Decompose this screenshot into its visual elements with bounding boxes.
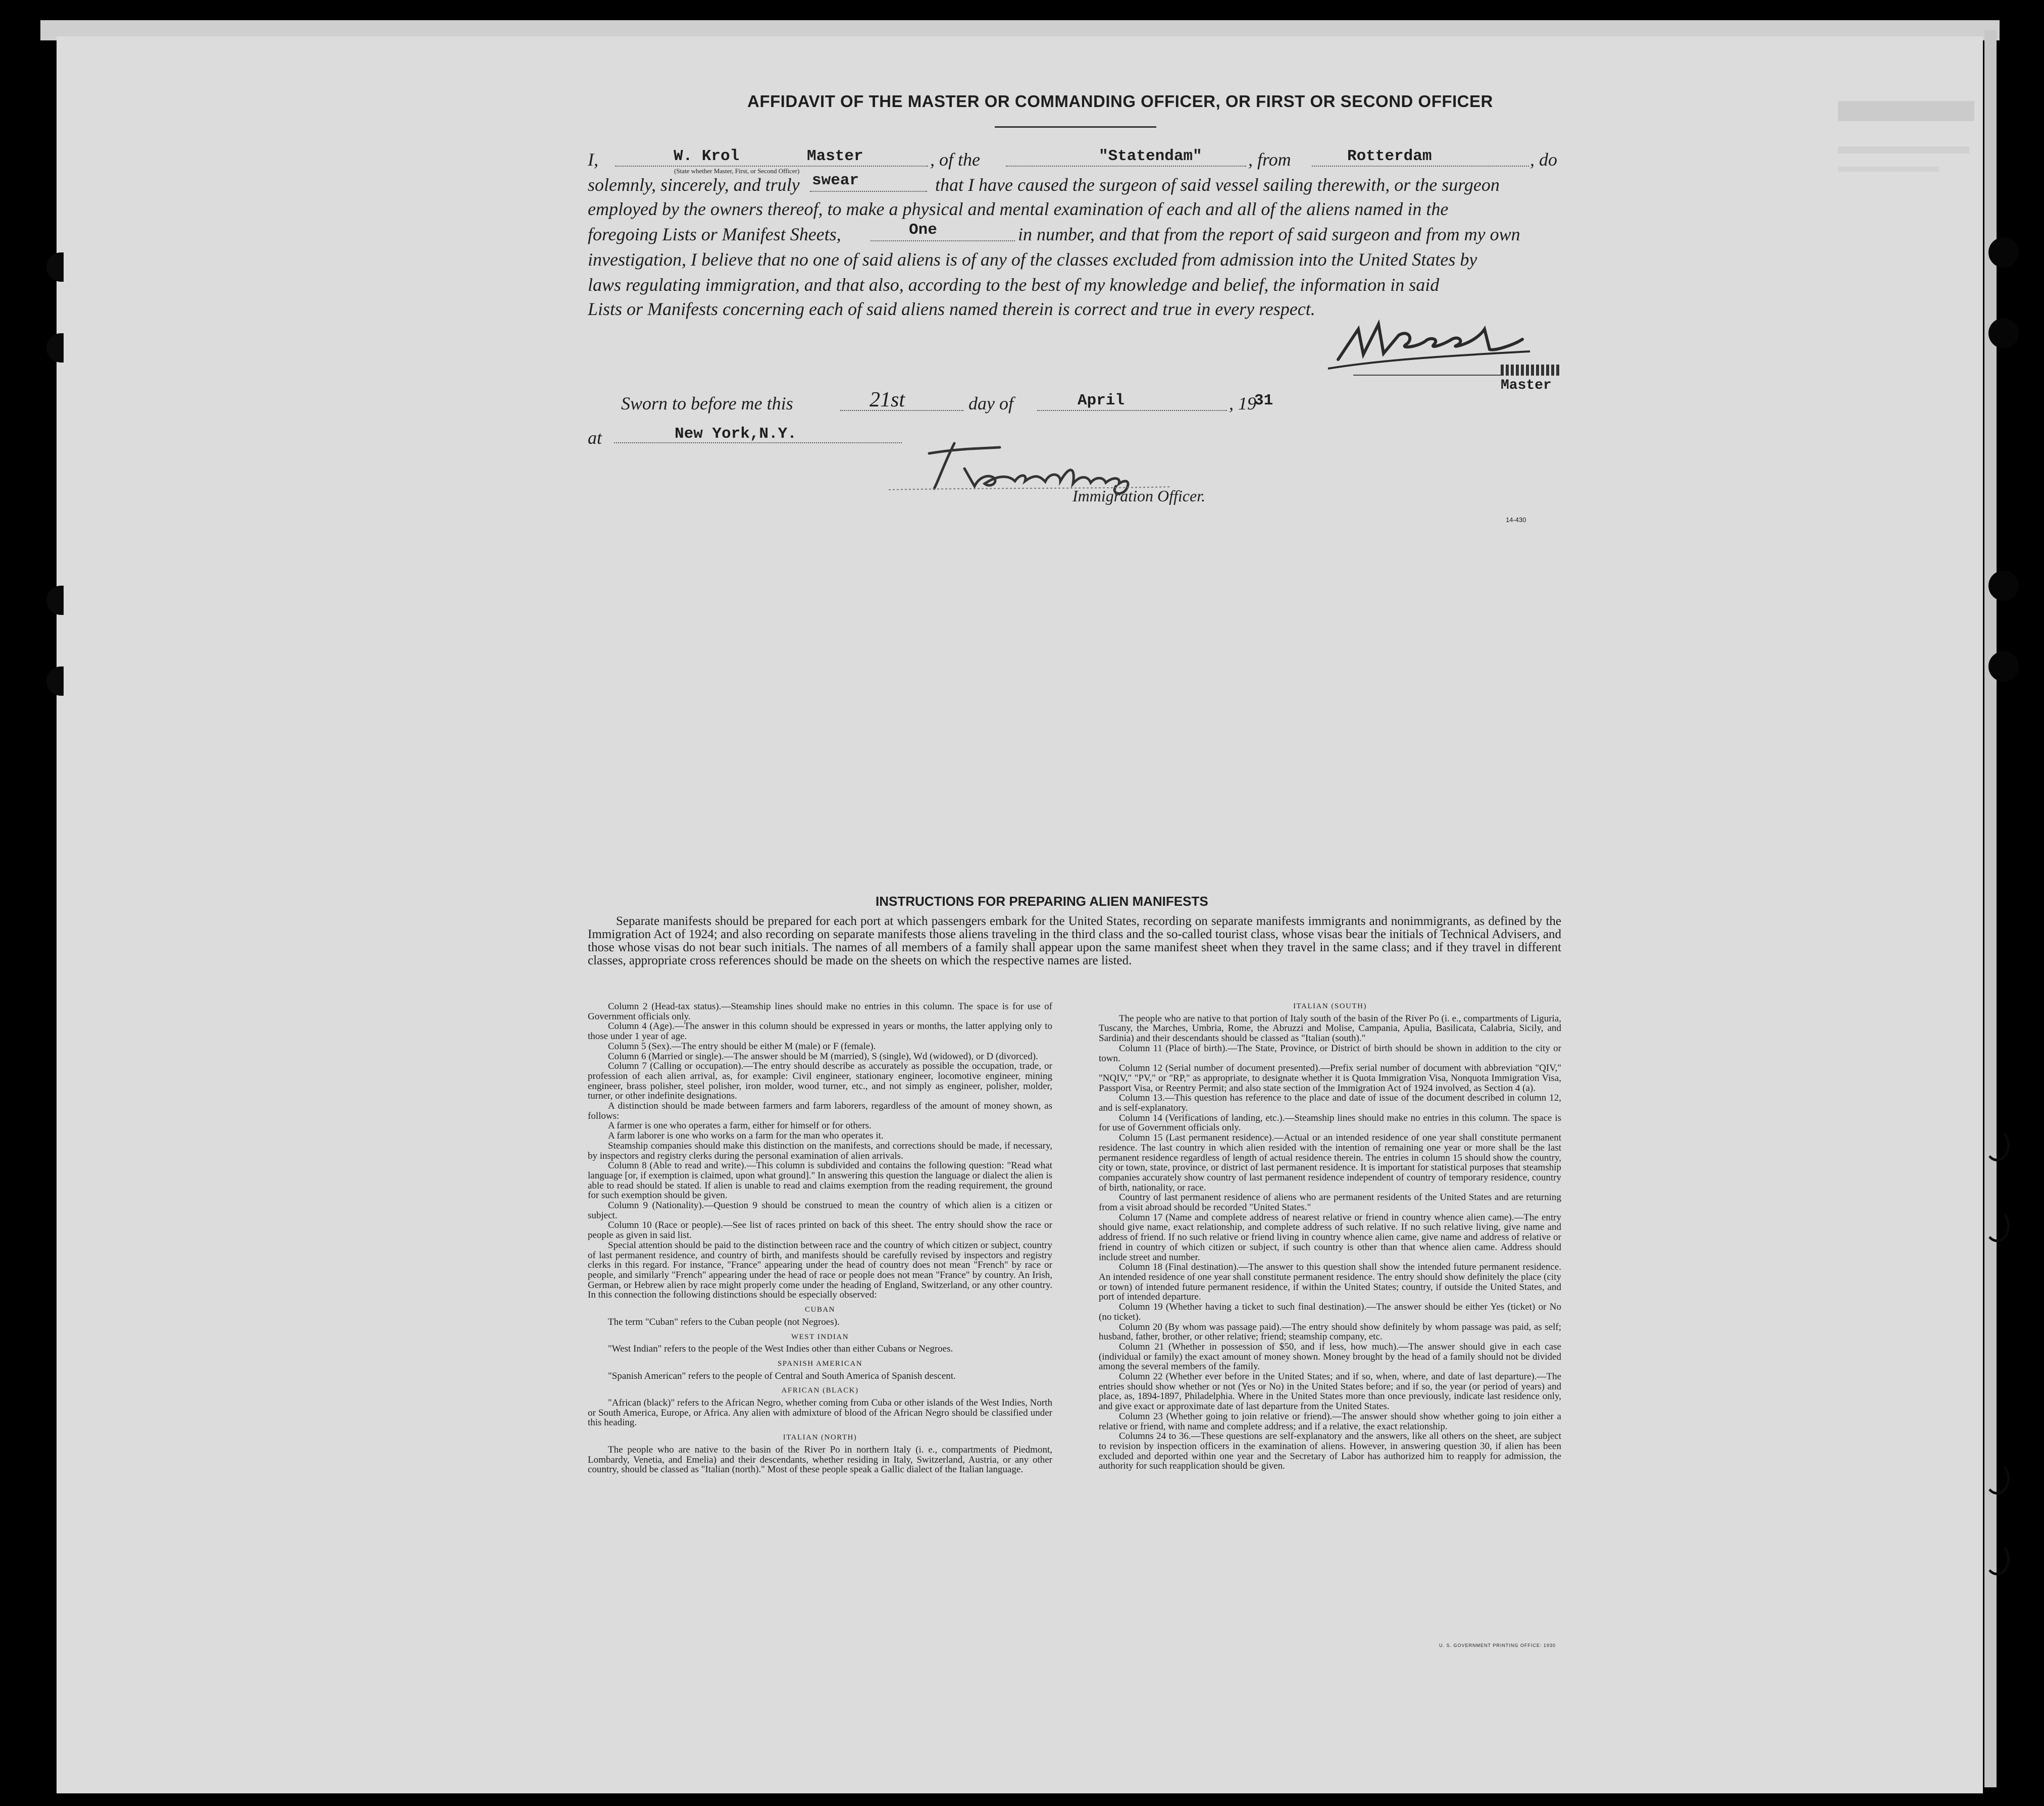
port-line bbox=[1312, 166, 1529, 167]
port-name: Rotterdam bbox=[1347, 147, 1432, 165]
instruction-paragraph: Column 9 (Nationality).—Question 9 should be construed to mean the country of which alien is a citizen or subject. bbox=[588, 1200, 1052, 1221]
binder-hole bbox=[1984, 1129, 2010, 1161]
vessel-name: "Statendam" bbox=[1099, 147, 1202, 165]
instruction-paragraph: Column 20 (By whom was passage paid).—The entry should show definitely by whom passage was paid, as self; husband, father, brother, or other relative; friend; steamship company, etc. bbox=[1099, 1321, 1561, 1343]
at-text: at bbox=[588, 428, 602, 448]
binder-hole bbox=[1984, 1462, 2010, 1494]
name-line bbox=[615, 166, 928, 167]
instruction-paragraph: "Spanish American" refers to the people of Central and South America of Spanish descent. bbox=[608, 1370, 956, 1381]
oath-line bbox=[810, 191, 927, 192]
day-of: day of bbox=[968, 393, 1013, 414]
instruction-paragraph: "West Indian" refers to the people of the West Indies other than either Cubans or Negroes. bbox=[608, 1344, 953, 1355]
section-heading-west-indian: WEST INDIAN bbox=[791, 1332, 849, 1341]
affidavit-line4-pre: foregoing Lists or Manifest Sheets, bbox=[588, 224, 841, 244]
sworn-place: New York,N.Y. bbox=[675, 425, 797, 443]
do-text: , do bbox=[1530, 149, 1557, 170]
instruction-paragraph: Column 22 (Whether ever before in the United States; and if so, when, where, and date of last departure).—The entries should show whether or not (Yes or No) in the United States before; and if so, the year (or period of years) and place, as, 1894-1897, Philadelphia. Where in the United States more than once previously, indicate last residence only, and give exact or approximate date of last departure from the United States. bbox=[1099, 1371, 1561, 1412]
sworn-day: 21st bbox=[870, 388, 905, 411]
instructions-title: INSTRUCTIONS FOR PREPARING ALIEN MANIFESTS bbox=[876, 894, 1208, 909]
affidavit-line4-post: in number, and that from the report of said surgeon and from my own bbox=[1018, 224, 1520, 244]
officer-title: Immigration Officer. bbox=[1072, 487, 1206, 505]
affidavit-line3: employed by the owners thereof, to make a physical and mental examination of each and all of the aliens named in the bbox=[588, 199, 1449, 219]
instruction-paragraph: Column 23 (Whether going to join relative or friend).—The answer should show whether going to join either a relative or friend, with name and complete address; and if a relative, the exact relationship. bbox=[1099, 1411, 1561, 1432]
instruction-paragraph: Country of last permanent residence of aliens who are permanent residents of the United States and are returning from a visit abroad should be recorded "United States." bbox=[1099, 1192, 1561, 1213]
title-rule bbox=[995, 126, 1156, 128]
instruction-paragraph: Column 17 (Name and complete address of nearest relative or friend in country whence alien came).—The entry should give name, exact relationship, and complete address of such relative. If no such relative living, give name and address of friend. If no such relative or friend living in country whence alien came, give name and address of relative or friend in country of which citizen or subject, if such country is other than that whence alien came. Address should include street and number. bbox=[1099, 1212, 1561, 1263]
instruction-paragraph: Column 10 (Race or people).—See list of races printed on back of this sheet. The entry should show the race or people as given in said list. bbox=[588, 1220, 1052, 1241]
vessel-line bbox=[1006, 166, 1246, 167]
signer-title: Master bbox=[1501, 378, 1552, 393]
instruction-paragraph: Column 2 (Head-tax status).—Steamship lines should make no entries in this column. The space is for use of Government officials only. bbox=[588, 1001, 1052, 1022]
oath-word: swear bbox=[812, 172, 859, 189]
month-line bbox=[1037, 410, 1227, 411]
binder-hole bbox=[1988, 651, 2019, 682]
binder-hole bbox=[1988, 318, 2019, 348]
binder-hole bbox=[1988, 237, 2019, 268]
binder-hole bbox=[1988, 571, 2019, 601]
section-heading-italian-south: ITALIAN (SOUTH) bbox=[1293, 1002, 1367, 1010]
sworn-year: 31 bbox=[1254, 392, 1273, 409]
from-text: , from bbox=[1248, 149, 1291, 170]
master-rank: Master bbox=[807, 147, 863, 165]
master-name: W. Krol bbox=[674, 147, 740, 165]
bleed-through-marks bbox=[1838, 91, 1979, 202]
section-heading-african: AFRICAN (BLACK) bbox=[781, 1386, 859, 1395]
rank-note: (State whether Master, First, or Second Officer) bbox=[674, 167, 800, 175]
instructions-left-column bbox=[588, 1002, 1052, 1475]
instruction-paragraph: Column 13.—This question has reference to the place and date of issue of the document described in column 12, and is self-explanatory. bbox=[1099, 1093, 1561, 1114]
binder-hole bbox=[1984, 1543, 2010, 1575]
affidavit-title: AFFIDAVIT OF THE MASTER OR COMMANDING OFFICER, OR FIRST OR SECOND OFFICER bbox=[747, 92, 1493, 111]
sworn-month: April bbox=[1078, 392, 1125, 409]
section-heading-cuban: CUBAN bbox=[804, 1306, 835, 1314]
affidavit-line7: Lists or Manifests concerning each of said aliens named therein is correct and true in every respect. bbox=[588, 299, 1315, 319]
affidavit-i: I, bbox=[588, 149, 598, 170]
sworn-pre: Sworn to before me this bbox=[621, 393, 793, 414]
instruction-paragraph: Column 6 (Married or single).—The answer should be M (married), S (single), Wd (widowed), or D (divorced). bbox=[608, 1051, 1038, 1062]
instruction-paragraph: Steamship companies should make this distinction on the manifests, and corrections should be made, if necessary, by inspectors and registry clerks during the personal examination of alien arrivals. bbox=[588, 1140, 1052, 1161]
instruction-paragraph: A farmer is one who operates a farm, either for himself or for others. bbox=[608, 1120, 872, 1131]
count-line bbox=[871, 240, 1015, 241]
form-number: 14-430 bbox=[1506, 516, 1526, 524]
binder-hole bbox=[46, 586, 64, 615]
instruction-paragraph: Column 4 (Age).—The answer in this column should be expressed in years or months, the latter applying only to those under 1 year of age. bbox=[588, 1021, 1052, 1042]
affidavit-line6: laws regulating immigration, and that also, according to the best of my knowledge and belief, the information in said bbox=[588, 275, 1440, 295]
instruction-paragraph: Column 11 (Place of birth).—The State, Province, or District of birth should be shown in addition to the city or town. bbox=[1099, 1043, 1561, 1064]
instruction-paragraph: Column 14 (Verifications of landing, etc.).—Steamship lines should make no entries in this column. The space is for use of Government officials only. bbox=[1099, 1112, 1561, 1133]
affidavit-line2-post: that I have caused the surgeon of said vessel sailing therewith, or the surgeon bbox=[935, 175, 1500, 195]
instruction-paragraph: A farm laborer is one who works on a farm for the man who operates it. bbox=[608, 1130, 884, 1142]
instruction-paragraph: Column 12 (Serial number of document presented).—Prefix serial number of document with abbreviation "QIV," "NQIV," "PV," or "RP," as appropriate, to designate whether it is Quota Immigration Visa, Nonquota Immigration Visa, Passport Visa, or Reentry Permit; and also state section of the Immigration Act of 1924 involved, as Section 4 (a). bbox=[1099, 1063, 1561, 1094]
binder-hole bbox=[1984, 1210, 2010, 1242]
binder-hole bbox=[46, 252, 64, 282]
instruction-paragraph: The term "Cuban" refers to the Cuban people (not Negroes). bbox=[608, 1316, 840, 1327]
instruction-paragraph: A distinction should be made between farmers and farm laborers, regardless of the amount of money shown, as follows: bbox=[588, 1101, 1052, 1121]
instruction-paragraph: Column 5 (Sex).—The entry should be either M (male) or F (female). bbox=[608, 1041, 876, 1052]
instruction-paragraph: Column 19 (Whether having a ticket to such final destination).—The answer should be either Yes (ticket) or No (no ticket). bbox=[1099, 1302, 1561, 1322]
instruction-paragraph: Columns 24 to 36.—These questions are self-explanatory and the answers, like all others on the sheet, are subject to revision by inspection officers in the examination of aliens. However, in answering question 30, if alien has been excluded and deported within one year and the Secretary of Labor has authorized him to reapply for admission, the authority for such reapplication should be given. bbox=[1099, 1431, 1561, 1472]
printer-imprint: U. S. GOVERNMENT PRINTING OFFICE: 1930 bbox=[1439, 1643, 1556, 1648]
instructions-right-column bbox=[1099, 1002, 1561, 1471]
instruction-paragraph: "African (black)" refers to the African Negro, whether coming from Cuba or other islands of the West Indies, North or South America, Europe, or Africa. Any alien with admixture of blood of the African Negro should be classified under this heading. bbox=[588, 1398, 1052, 1428]
instruction-paragraph: Special attention should be paid to the distinction between race and the country of which citizen or subject, country of last permanent residence, and country of birth, and manifests should be carefully revised by inspectors and registry clerks in this regard. For instance, "France" appearing under the head of country does not mean "French" by race or people, and similarly "French" appearing under the head of race or people does not mean "France" by country. An Irish, German, or Hebrew alien by race might properly come under the heading of England, Switzerland, or any other country. In this connection the following distinctions should be especially observed: bbox=[588, 1240, 1052, 1301]
binder-hole bbox=[46, 333, 64, 363]
sheet-count: One bbox=[909, 221, 937, 239]
binder-hole bbox=[46, 666, 64, 696]
instruction-paragraph: Column 8 (Able to read and write).—This column is subdivided and contains the following question: "Read what language [or, if exemption is claimed, upon what ground]." In answering this question the language or dialect the alien is able to read should be stated. If alien is unable to read and claims exemption from the reading requirement, the ground for such exemption should be given. bbox=[588, 1160, 1052, 1201]
section-heading-italian-north: ITALIAN (NORTH) bbox=[783, 1433, 857, 1442]
instruction-paragraph: Column 15 (Last permanent residence).—Actual or an intended residence of one year shall constitute permanent residence. The last country in which alien resided with the intention of remaining one year or more shall be the last permanent residence regardless of length of actual residence therein. The entries in column 15 should show the country, city or town, state, province, or district of last permanent residence. It is important for statistical purposes that steamship companies accurately show country of last permanent residence independent of country of temporary residence, country of birth, nationality, or race. bbox=[1099, 1132, 1561, 1193]
of-the: , of the bbox=[930, 149, 980, 170]
instruction-paragraph: Column 7 (Calling or occupation).—The entry should describe as accurately as possible the occupation, trade, or profession of each alien arrival, as, for example: Civil engineer, stationary engineer, locomotive engineer, mining engineer, brass polisher, steel polisher, iron molder, wood turner, etc., and not simply as engineer, polisher, molder, turner, or other indefinite designations. bbox=[588, 1061, 1052, 1102]
affidavit-line5: investigation, I believe that no one of said aliens is of any of the classes excluded from admission into the United States by bbox=[588, 249, 1477, 270]
page-edge-right bbox=[1984, 30, 1997, 1787]
year-prefix: , 19 bbox=[1229, 393, 1256, 414]
affidavit-line2-pre: solemnly, sincerely, and truly bbox=[588, 175, 800, 195]
instruction-paragraph: The people who are native to the basin of the River Po in northern Italy (i. e., compartments of Piedmont, Lombardy, Venetia, and Emelia) and their descendants, whether residing in Italy, Switzerland, Austria, or any other country, should be classed as "Italian (north)." Most of these people speak a Gallic dialect of the Italian language. bbox=[588, 1444, 1052, 1475]
instruction-paragraph: Column 21 (Whether in possession of $50, and if less, how much).—The answer should give in each case (individual or family) the exact amount of money shown. Money brought by the head of a family should not be divided among the several members of the family. bbox=[1099, 1341, 1561, 1372]
instructions-intro: Separate manifests should be prepared for each port at which passengers embark for the United States, recording on separate manifests immigrants and nonimmigrants, as defined by the Immigration Act of 1924; and also recording on separate manifests those aliens traveling in the third class and the so-called tourist class, whose visas bear the initials of Technical Advisers, and those whose visas do not bear such initials. The names of all members of a family shall appear upon the same manifest sheet when they travel in the same class; and if they travel in different classes, appropriate cross references should be made on the sheets on which the respective names are listed. bbox=[588, 914, 1561, 967]
struck-title bbox=[1501, 365, 1560, 376]
section-heading-spanish-american: SPANISH AMERICAN bbox=[777, 1359, 863, 1368]
instruction-paragraph: Column 18 (Final destination).—The answer to this question shall show the intended future permanent residence. An intended residence of one year shall constitute permanent residence. The entry should show definitely the place (city or town) of intended future permanent residence, if within the United States; country, if outside the United States, and port of intended departure. bbox=[1099, 1262, 1561, 1303]
instruction-paragraph: The people who are native to that portion of Italy south of the basin of the River Po (i. e., compartments of Liguria, Tuscany, the Marches, Umbria, Rome, the Abruzzi and Molise, Campania, Apulia, Basilicata, Calabria, Sicily, and Sardinia) and their descendants should be classed as "Italian (south)." bbox=[1099, 1013, 1561, 1044]
